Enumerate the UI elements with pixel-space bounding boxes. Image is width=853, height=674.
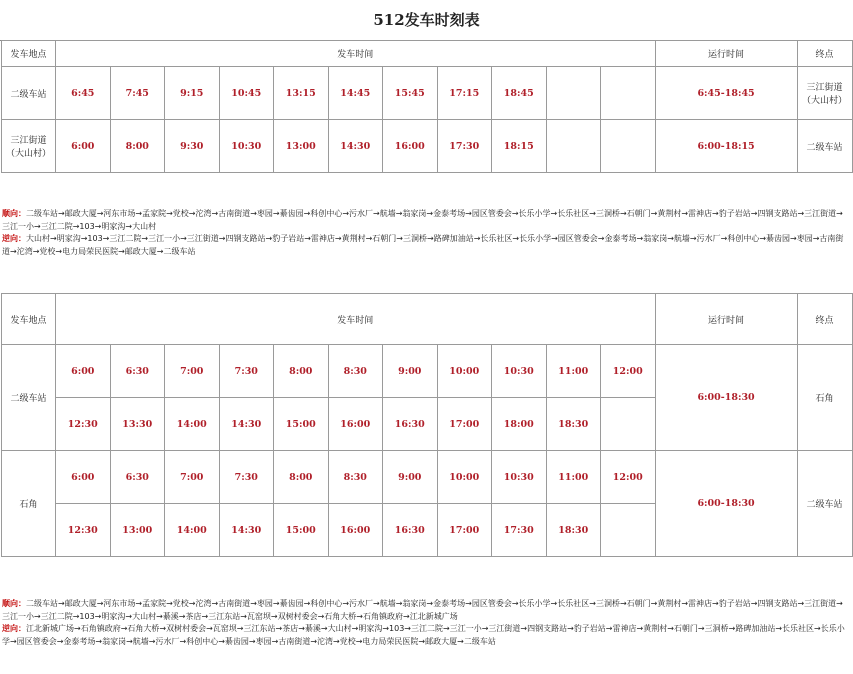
- time-cell: 14:45: [328, 67, 383, 120]
- terminal: 二级车站: [797, 451, 852, 557]
- reverse-label: 逆向：: [2, 624, 26, 633]
- header-terminal: 终点: [797, 41, 852, 67]
- time-cell: 9:30: [165, 120, 220, 173]
- time-cell: 10:30: [219, 120, 274, 173]
- time-cell: 10:30: [492, 345, 547, 398]
- time-cell: 16:30: [383, 398, 438, 451]
- time-cell: 15:00: [274, 398, 329, 451]
- time-cell: 16:00: [328, 504, 383, 557]
- time-cell: 18:45: [492, 67, 547, 120]
- table-row: [2, 120, 853, 173]
- time-cell: 7:45: [110, 67, 165, 120]
- time-cell: 7:00: [165, 451, 220, 504]
- reverse-label: 逆向：: [2, 234, 26, 243]
- depart-place: 二级车站: [2, 345, 56, 451]
- time-cell: 7:00: [165, 345, 220, 398]
- time-cell: 18:00: [492, 398, 547, 451]
- route-description-1: [2, 208, 850, 258]
- time-cell: 17:30: [437, 120, 492, 173]
- forward-label: 顺向：: [2, 599, 26, 608]
- time-cell: 14:00: [165, 398, 220, 451]
- forward-route: 二级车站→邮政大厦→河东市场→孟家院→党校→沱湾→古南街道→枣园→綦齿园→科创中心→污水厂→航墙→翁家岗→金泰考场→园区管委会→长乐小学→长乐社区→三洞桥→石朝门→黄荆村→雷神店→豹子岩站→四钢支路站→三江街道→三江一小→三江二院→103→明家沟→大山村: [2, 209, 843, 231]
- time-cell: 16:00: [328, 398, 383, 451]
- time-cell: 16:30: [383, 504, 438, 557]
- header-run-time: 运行时间: [655, 41, 797, 67]
- time-cell: 15:45: [383, 67, 438, 120]
- header-terminal: 终点: [797, 294, 852, 345]
- schedule-table-2: [1, 293, 853, 557]
- time-cell: 18:30: [546, 398, 601, 451]
- run-time: 6:00-18:30: [655, 451, 797, 557]
- time-cell: 13:00: [274, 120, 329, 173]
- time-cell: 6:00: [56, 120, 111, 173]
- reverse-route: 江北新城广场→石角镇政府→石角大桥→双树村委会→瓦窑坝→三江东站→茶店→綦溪→大山村→明家沟→103→三江二院→三江一小→三江街道→四钢支路站→豹子岩站→雷神店→黄荆村→石朝门→三洞桥→路碑加油站→长乐社区→长乐小学→园区管委会→金泰考场→翁家岗→航墙→污水厂→科创中心→綦齿园→枣园→古南街道→沱湾→党校→电力局荣民医院→邮政大厦→二级车站: [2, 624, 845, 646]
- time-cell: 17:30: [492, 504, 547, 557]
- time-cell: 17:00: [437, 504, 492, 557]
- route-description-2: [2, 598, 850, 648]
- time-cell: 12:00: [601, 451, 656, 504]
- forward-label: 顺向：: [2, 209, 26, 218]
- header-depart-time: 发车时间: [56, 294, 656, 345]
- depart-place: 石角: [2, 451, 56, 557]
- time-cell: 8:00: [110, 120, 165, 173]
- depart-place: 二级车站: [2, 67, 56, 120]
- header-depart-time: 发车时间: [56, 41, 656, 67]
- time-cell: 18:15: [492, 120, 547, 173]
- time-cell: 14:30: [219, 504, 274, 557]
- time-cell: 6:30: [110, 345, 165, 398]
- time-cell: 9:00: [383, 451, 438, 504]
- table-row: [2, 67, 853, 120]
- run-time: 6:45-18:45: [655, 67, 797, 120]
- time-cell: [546, 120, 601, 173]
- terminal: 石角: [797, 345, 852, 451]
- time-cell: 8:30: [328, 345, 383, 398]
- time-cell: [601, 67, 656, 120]
- time-cell: 8:30: [328, 451, 383, 504]
- time-cell: 12:00: [601, 345, 656, 398]
- time-cell: 10:00: [437, 451, 492, 504]
- time-cell: 11:00: [546, 345, 601, 398]
- forward-route: 二级车站→邮政大厦→河东市场→孟家院→党校→沱湾→古南街道→枣园→綦齿园→科创中心→污水厂→航墙→翁家岗→金泰考场→园区管委会→长乐小学→长乐社区→三洞桥→石朝门→黄荆村→雷神店→豹子岩站→四钢支路站→三江街道→三江一小→三江二院→103→明家沟→大山村→綦溪→茶店→三江东站→瓦窑坝→双树村委会→石角大桥→石角镇政府→江北新城广场: [2, 599, 843, 621]
- table-row: [2, 451, 853, 504]
- terminal: 三江街道 （大山村）: [797, 67, 852, 120]
- time-cell: 16:00: [383, 120, 438, 173]
- time-cell: 13:15: [274, 67, 329, 120]
- page-title: 512发车时刻表: [0, 0, 853, 41]
- time-cell: [601, 504, 656, 557]
- time-cell: 9:00: [383, 345, 438, 398]
- time-cell: 17:00: [437, 398, 492, 451]
- time-cell: 10:45: [219, 67, 274, 120]
- time-cell: 7:30: [219, 451, 274, 504]
- time-cell: [601, 120, 656, 173]
- time-cell: 6:00: [56, 345, 111, 398]
- header-run-time: 运行时间: [655, 294, 797, 345]
- reverse-route: 大山村→明家沟→103→三江二院→三江一小→三江街道→四钢支路站→豹子岩站→雷神店→黄荆村→石朝门→三洞桥→路碑加油站→长乐社区→长乐小学→园区管委会→金泰考场→翁家岗→航墙→污水厂→科创中心→綦齿园→枣园→古南街道→沱湾→党校→电力局荣民医院→邮政大厦→二级车站: [2, 234, 844, 256]
- time-cell: 9:15: [165, 67, 220, 120]
- header-depart-place: 发车地点: [2, 41, 56, 67]
- time-cell: 8:00: [274, 345, 329, 398]
- time-cell: 13:30: [110, 398, 165, 451]
- time-cell: 12:30: [56, 504, 111, 557]
- time-cell: 14:30: [328, 120, 383, 173]
- time-cell: 14:00: [165, 504, 220, 557]
- time-cell: 14:30: [219, 398, 274, 451]
- header-depart-place: 发车地点: [2, 294, 56, 345]
- run-time: 6:00-18:15: [655, 120, 797, 173]
- time-cell: 6:00: [56, 451, 111, 504]
- run-time: 6:00-18:30: [655, 345, 797, 451]
- time-cell: 7:30: [219, 345, 274, 398]
- schedule-table-1: [1, 40, 853, 173]
- time-cell: 18:30: [546, 504, 601, 557]
- time-cell: 12:30: [56, 398, 111, 451]
- time-cell: 17:15: [437, 67, 492, 120]
- time-cell: 6:30: [110, 451, 165, 504]
- time-cell: [601, 398, 656, 451]
- time-cell: 13:00: [110, 504, 165, 557]
- table-row: [2, 345, 853, 398]
- time-cell: 11:00: [546, 451, 601, 504]
- depart-place: 三江街道 （大山村）: [2, 120, 56, 173]
- time-cell: 15:00: [274, 504, 329, 557]
- time-cell: 6:45: [56, 67, 111, 120]
- time-cell: 10:00: [437, 345, 492, 398]
- time-cell: [546, 67, 601, 120]
- terminal: 二级车站: [797, 120, 852, 173]
- time-cell: 10:30: [492, 451, 547, 504]
- time-cell: 8:00: [274, 451, 329, 504]
